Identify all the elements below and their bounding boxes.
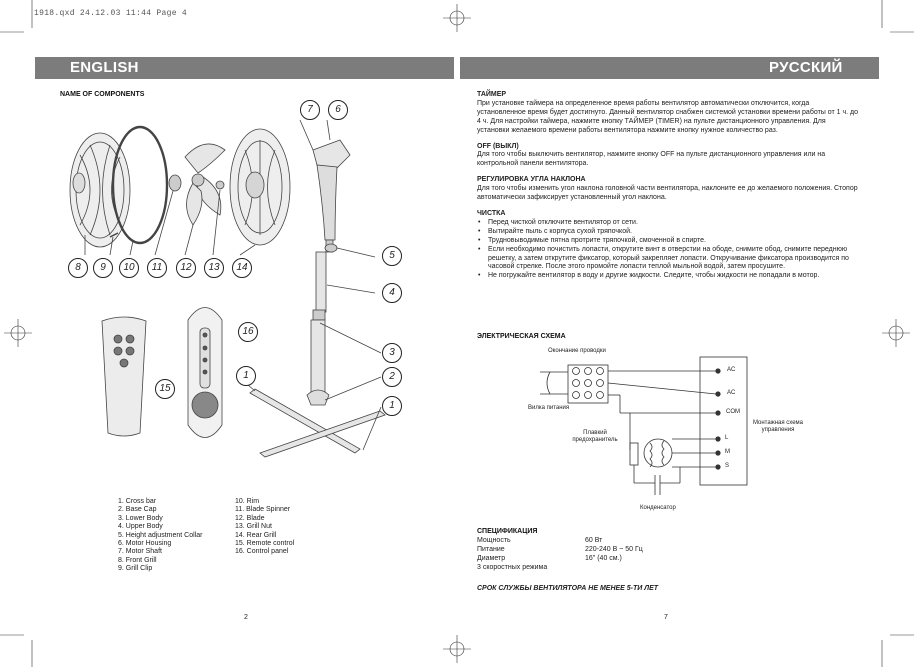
callout-14: 14 xyxy=(232,258,252,278)
spec-key: Питание xyxy=(477,545,505,553)
russian-text xyxy=(477,91,859,288)
callout-1a: 1 xyxy=(236,366,256,386)
terminal-m: M xyxy=(725,449,730,455)
part-item: 16. Control panel xyxy=(235,548,289,556)
callout-2: 2 xyxy=(382,367,402,387)
part-item: 3. Lower Body xyxy=(118,514,163,522)
tilt-heading: РЕГУЛИРОВКА УГЛА НАКЛОНА xyxy=(477,176,586,184)
table-row xyxy=(477,537,643,546)
fuse-label: Плавкий предохранитель xyxy=(572,430,618,443)
callout-3: 3 xyxy=(382,343,402,363)
list-item: • Трудновыводимые пятна протрите тряпочкой, смоченной в спирте. xyxy=(477,237,859,246)
spec-value: 16" (40 см.) xyxy=(585,554,622,562)
part-item: 1. Cross bar xyxy=(118,498,157,505)
callout-16: 16 xyxy=(238,322,258,342)
control-panel-drawing xyxy=(180,300,230,445)
page-number-left: 2 xyxy=(244,614,248,621)
timer-heading: ТАЙМЕР xyxy=(477,91,507,98)
spec-table xyxy=(477,537,643,573)
cleaning-list xyxy=(477,219,859,281)
part-item: 8. Front Grill xyxy=(118,556,157,564)
spec-value: 60 Вт xyxy=(585,537,603,544)
part-item: 2. Base Cap xyxy=(118,506,157,514)
part-item: 9. Grill Clip xyxy=(118,565,153,573)
callout-13: 13 xyxy=(204,258,224,278)
terminal-l: L xyxy=(725,435,729,441)
tilt-text: Для того чтобы изменить угол наклона головной части вентилятора, наклоните ее до желаемого положения. Стопор автоматически зафиксирует установленный угол наклона. xyxy=(477,185,858,202)
plug-label: Вилка питания xyxy=(528,405,570,411)
terminal-s: S xyxy=(725,463,730,469)
list-item: • Перед чисткой отключите вентилятор от сети. xyxy=(477,219,859,228)
callout-6: 6 xyxy=(328,100,348,120)
callout-4: 4 xyxy=(382,283,402,303)
spec-key: Мощность xyxy=(477,537,511,544)
wires-end-label: Окончание проводки xyxy=(548,348,606,354)
list-item: • Не погружайте вентилятор в воду и другие жидкости. Следите, чтобы жидкости не попадали в мотор. xyxy=(477,272,859,281)
components-title: NAME OF COMPONENTS xyxy=(60,91,145,98)
callout-1b: 1 xyxy=(382,396,402,416)
terminal-com: COM xyxy=(726,409,740,415)
spec-key: 3 скоростных режима xyxy=(477,563,548,571)
callout-7: 7 xyxy=(300,100,320,120)
part-item: 10. Rim xyxy=(235,498,260,505)
page-number-right: 7 xyxy=(664,614,668,621)
mount-label: Монтажная схема управления xyxy=(752,420,804,433)
spec-key: Диаметр xyxy=(477,554,506,562)
parts-list-col2 xyxy=(235,498,345,557)
part-item: 5. Height adjustment Collar xyxy=(118,531,203,539)
callout-9: 9 xyxy=(93,258,113,278)
part-item: 15. Remote control xyxy=(235,540,295,548)
part-item: 13. Grill Nut xyxy=(235,523,272,531)
remote-control-drawing xyxy=(98,315,150,440)
spec-value: 220-240 В ~ 50 Гц xyxy=(585,545,643,553)
callout-10: 10 xyxy=(119,258,139,278)
capacitor-label: Конденсатор xyxy=(640,505,676,511)
terminal-ac1: AC xyxy=(727,367,736,373)
part-item: 4. Upper Body xyxy=(118,523,163,531)
parts-list-col1 xyxy=(118,498,233,574)
table-row xyxy=(477,564,643,573)
table-row xyxy=(477,555,643,564)
terminal-ac2: AC xyxy=(727,390,736,396)
print-header: 1918.qxd 24.12.03 11:44 Page 4 xyxy=(34,9,188,18)
part-item: 12. Blade xyxy=(235,514,265,522)
english-title: ENGLISH xyxy=(70,59,139,76)
spec-heading: СПЕЦИФИКАЦИЯ xyxy=(477,528,538,535)
list-item: • Если необходимо почистить лопасти, открутите винт в отверстии на ободе, снимите обод, снимите переднюю решетку, а затем открутите фиксатор, который закрепляет лопасти. Откручивание фиксатора производится по часовой стрелке. После этого промойте лопасти теплой мыльной водой, затем просушите. xyxy=(477,246,859,273)
callout-8: 8 xyxy=(68,258,88,278)
callout-5: 5 xyxy=(382,246,402,266)
off-heading: OFF (ВЫКЛ) xyxy=(477,142,519,150)
spec-value xyxy=(585,564,643,573)
part-item: 11. Blade Spinner xyxy=(235,506,291,514)
callout-12: 12 xyxy=(176,258,196,278)
timer-text: При установке таймера на определенное время работы вентилятор автоматически отключится, когда установленное время будет достигнуто. Данный вентилятор снабжен системой установки времени работы от 1 ч. до 4 ч. Для настройки таймера, нажмите кнопку ТАЙМЕР (TIMER) на пульте дистанционного управления. Для установки желаемого времени работы вентилятора нажмите кнопку нужное количество раз. xyxy=(477,99,858,134)
part-item: 14. Rear Grill xyxy=(235,531,277,539)
russian-title: РУССКИЙ xyxy=(769,59,843,76)
callout-15: 15 xyxy=(155,379,175,399)
service-life: СРОК СЛУЖБЫ ВЕНТИЛЯТОРА НЕ МЕНЕЕ 5-ТИ ЛЕТ xyxy=(477,585,659,592)
list-item: • Вытирайте пыль с корпуса сухой тряпочкой. xyxy=(477,228,859,237)
off-text: Для того чтобы выключить вентилятор, нажмите кнопку OFF на пульте дистанционного управления или на контрольной панели вентилятора. xyxy=(477,151,826,168)
part-item: 7. Motor Shaft xyxy=(118,548,162,556)
callout-11: 11 xyxy=(147,258,167,278)
table-row xyxy=(477,546,643,555)
scheme-heading: ЭЛЕКТРИЧЕСКАЯ СХЕМА xyxy=(477,333,566,340)
part-item: 6. Motor Housing xyxy=(118,540,172,548)
cleaning-heading: ЧИСТКА xyxy=(477,209,506,217)
